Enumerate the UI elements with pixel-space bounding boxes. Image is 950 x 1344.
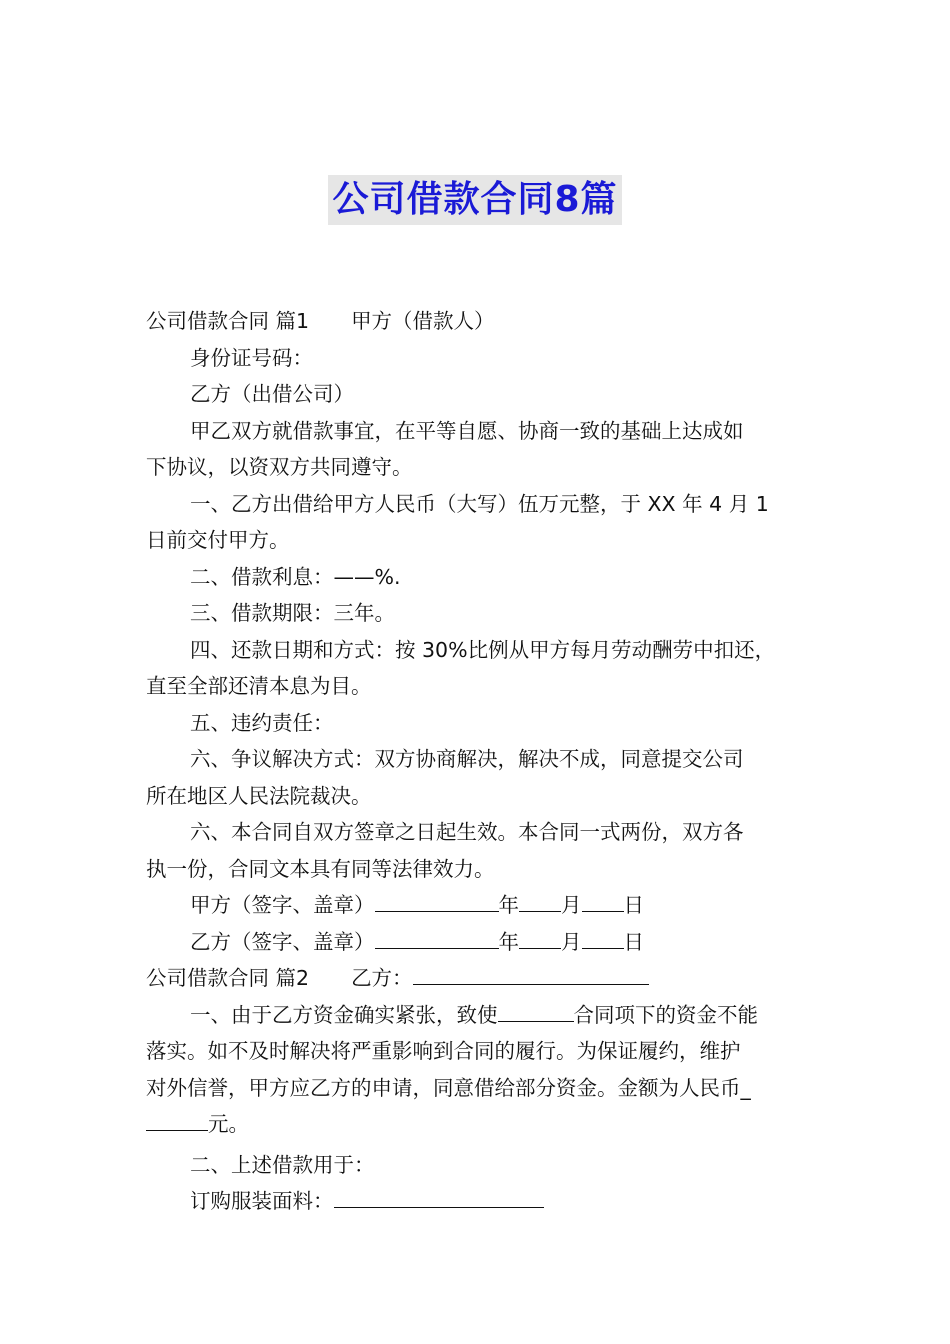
sign-b-day-blank[interactable] xyxy=(582,924,624,949)
sign-b-label: 乙方（签字、盖章） xyxy=(190,929,375,954)
contract2-item1-text-b: 合同项下的资金不能 xyxy=(573,1002,758,1027)
contract1-item1-line2: 日前交付甲方。 xyxy=(146,528,290,552)
sign-b-year: 年 xyxy=(498,929,519,954)
contract2-purchase-line xyxy=(146,1183,816,1220)
contract1-item6a-line2: 所在地区人民法院裁决。 xyxy=(146,783,372,808)
contract1-item1-line1: 一、乙方出借给甲方人民币（大写）伍万元整，于 XX 年 4 月 1 xyxy=(190,491,769,516)
contract1-item3: 三、借款期限：三年。 xyxy=(190,601,395,625)
contract1-heading: 公司借款合同 篇1 xyxy=(146,309,310,333)
contract1-item5: 五、违约责任： xyxy=(190,710,334,735)
contract1-intro-line2: 下协议，以资双方共同遵守。 xyxy=(146,455,413,479)
contract1-item6a-line1: 六、争议解决方式：双方协商解决，解决不成，同意提交公司 xyxy=(190,747,744,771)
contract1-party-b: 乙方（出借公司） xyxy=(190,382,354,406)
contract1-item4-line1: 四、还款日期和方式：按 30%比例从甲方每月劳动酬劳中扣还， xyxy=(190,637,776,662)
sign-a-day-blank[interactable] xyxy=(582,887,624,912)
contract1-sign-a-line xyxy=(146,887,816,924)
sign-b-blank[interactable] xyxy=(375,924,499,949)
contract2-party-b-blank[interactable] xyxy=(413,960,649,985)
document-body xyxy=(146,303,816,1220)
contract2-contract-blank[interactable] xyxy=(498,997,574,1022)
sign-a-month-blank[interactable] xyxy=(519,887,561,912)
document-title: 公司借款合同8篇 xyxy=(328,175,621,225)
contract2-amount-blank[interactable] xyxy=(146,1106,208,1131)
contract1-party-a: 甲方（借款人） xyxy=(351,309,495,333)
contract1-id-number: 身份证号码： xyxy=(190,345,313,370)
contract2-item1-line2: 落实。如不及时解决将严重影响到合同的履行。为保证履约，维护 xyxy=(146,1039,741,1063)
sign-b-month-blank[interactable] xyxy=(519,924,561,949)
sign-a-day: 日 xyxy=(623,893,644,917)
contract2-item1-line4 xyxy=(146,1106,816,1143)
title-block xyxy=(0,175,950,225)
sign-b-day: 日 xyxy=(623,929,644,954)
sign-b-month: 月 xyxy=(561,929,582,954)
contract2-purchase-blank[interactable] xyxy=(334,1183,544,1208)
contract2-item2: 二、上述借款用于： xyxy=(190,1152,375,1177)
contract2-heading-line xyxy=(146,960,816,997)
contract2-item1-text-a: 一、由于乙方资金确实紧张，致使 xyxy=(190,1002,498,1027)
contract2-heading: 公司借款合同 篇2 xyxy=(146,966,310,990)
contract1-item4-line2: 直至全部还清本息为目。 xyxy=(146,674,372,698)
contract1-item6b-line1: 六、本合同自双方签章之日起生效。本合同一式两份，双方各 xyxy=(190,820,744,844)
contract2-purchase-label: 订购服装面料： xyxy=(190,1189,334,1213)
contract1-heading-line xyxy=(146,303,816,340)
sign-a-month: 月 xyxy=(561,893,582,917)
contract1-item6b-line2: 执一份，合同文本具有同等法律效力。 xyxy=(146,856,495,881)
sign-a-blank[interactable] xyxy=(375,887,499,912)
sign-a-year: 年 xyxy=(498,893,519,917)
contract2-item1-line3: 对外信誉，甲方应乙方的申请，同意借给部分资金。金额为人民币_ xyxy=(146,1075,751,1100)
contract1-item2: 二、借款利息：——%. xyxy=(190,564,401,589)
contract2-item1-line1 xyxy=(146,997,816,1034)
sign-a-label: 甲方（签字、盖章） xyxy=(190,893,375,917)
contract2-item1-line4-text: 元。 xyxy=(208,1112,249,1136)
contract1-sign-b-line xyxy=(146,924,816,961)
contract1-intro-line1: 甲乙双方就借款事宜，在平等自愿、协商一致的基础上达成如 xyxy=(190,418,744,443)
contract2-party-b: 乙方： xyxy=(351,966,413,990)
